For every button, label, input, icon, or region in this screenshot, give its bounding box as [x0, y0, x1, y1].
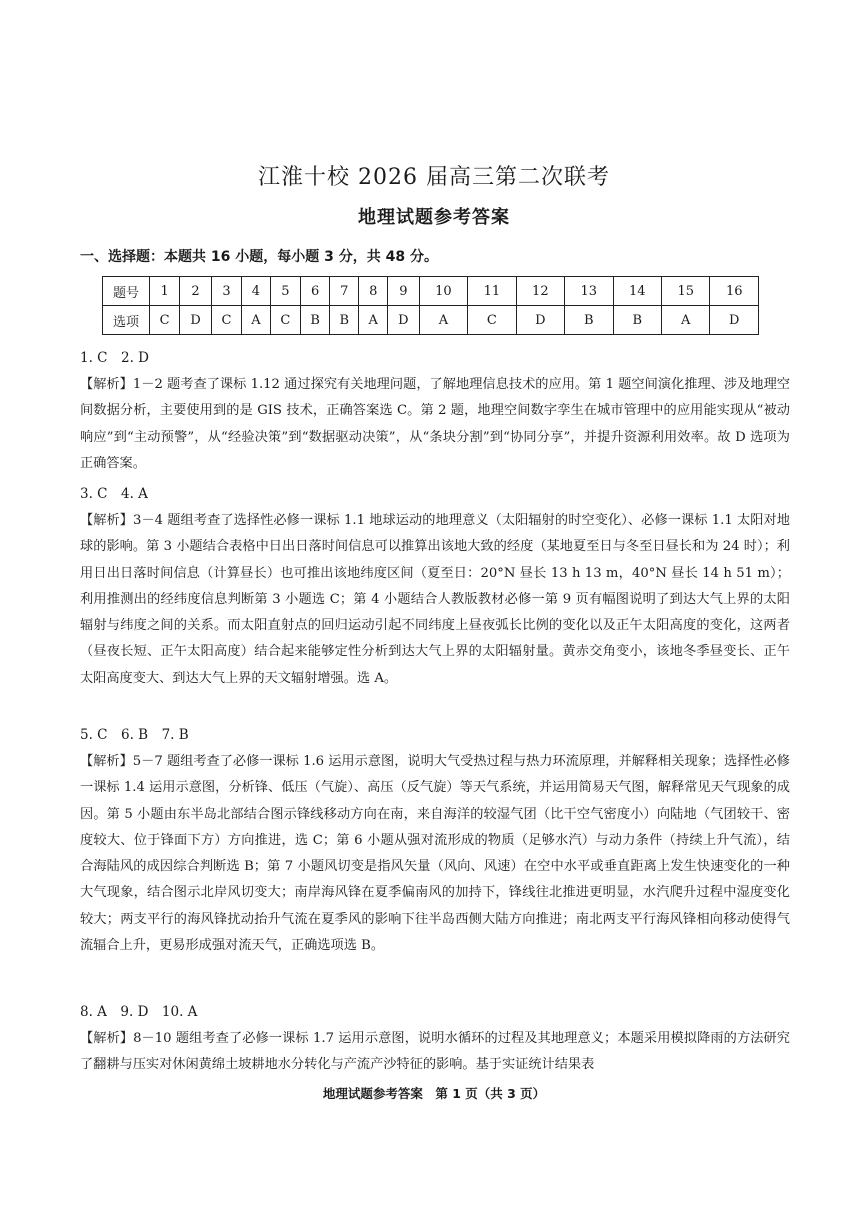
analysis-3-4: 【解析】3－4 题组考查了选择性必修一课标 1.1 地球运动的地理意义（太阳辐射的时空变化）、必修一课标 1.1 太阳对地球的影响。第 3 小题结合表格中日出日落时间信息可以推算出该地大致的经度（某地夏至日与冬至日昼长和为 24 时）；利用日出日落时间信息（计算昼长）也可推出该地纬度区间（夏至日：20°N 昼长 13 h 13 m，40°N 昼长 14 h 51 m）；利用推测出的经纬度信息判断第 3 小题选 C；第 4 小题结合人教版教材必修一第 9 页有幅图说明了到达大气上界的太阳辐射与纬度之间的关系。而太阳直射点的回归运动引起不同纬度上昼夜弧长比例的变化以及正午太阳高度的变化，这两者（昼夜长短、正午太阳高度）结合起来能够定性分析到达大气上界的太阳辐射量。黄赤交角变小，该地冬季昼变长、正午太阳高度变大、到达大气上界的天文辐射增强。选 A。 — [80, 513, 790, 686]
option-cell: C — [468, 306, 516, 335]
number-cell: 10 — [419, 277, 467, 306]
answer-group-3-4: 3. C 4. A — [80, 486, 148, 502]
answer-group-5-7: 5. C 6. B 7. B — [80, 727, 189, 743]
number-cell: 5 — [270, 277, 300, 306]
analysis-8-10: 【解析】8－10 题组考查了必修一课标 1.7 运用示意图，说明水循环的过程及其地理意义；本题采用模拟降雨的方法研究了翻耕与压实对休闲黄绵土坡耕地水分转化与产流产沙特征的影响。基于实证统计结果表 — [80, 1031, 790, 1073]
option-cell: D — [388, 306, 420, 335]
answer-group-1-2: 1. C 2. D — [80, 350, 149, 366]
answer-table-option-row — [103, 306, 759, 335]
section-heading: 一、选择题：本题共 16 小题，每小题 3 分，共 48 分。 — [80, 249, 438, 265]
number-cell: 15 — [662, 277, 710, 306]
answer-table-number-row — [103, 277, 759, 306]
row-label-number: 题号 — [103, 277, 150, 306]
option-cell: D — [516, 306, 564, 335]
option-cell: A — [419, 306, 467, 335]
option-cell: C — [270, 306, 300, 335]
option-cell: B — [613, 306, 661, 335]
option-cell: C — [211, 306, 241, 335]
number-cell: 3 — [211, 277, 241, 306]
option-cell: A — [662, 306, 710, 335]
option-cell: C — [150, 306, 180, 335]
option-cell: B — [565, 306, 613, 335]
number-cell: 7 — [330, 277, 359, 306]
number-cell: 13 — [565, 277, 613, 306]
number-cell: 8 — [359, 277, 388, 306]
number-cell: 1 — [150, 277, 180, 306]
option-cell: D — [180, 306, 212, 335]
number-cell: 6 — [301, 277, 330, 306]
number-cell: 9 — [388, 277, 420, 306]
answer-group-8-10: 8. A 9. D 10. A — [80, 1004, 198, 1020]
number-cell: 2 — [180, 277, 212, 306]
option-cell: A — [359, 306, 388, 335]
page-footer: 地理试题参考答案 第 1 页（共 3 页） — [322, 1086, 546, 1101]
analysis-5-7: 【解析】5－7 题组考查了必修一课标 1.6 运用示意图，说明大气受热过程与热力环流原理，并解释相关现象；选择性必修一课标 1.4 运用示意图，分析锋、低压（气旋）、高压（反气旋）等天气系统，并运用简易天气图，解释常见天气现象的成因。第 5 小题由东半岛北部结合图示锋线移动方向在南，来自海洋的较湿气团（比干空气密度小）向陆地（气团较干、密度较大、位于锋面下方）方向推进，选 C；第 6 小题从强对流形成的物质（足够水汽）与动力条件（持续上升气流），结合海陆风的成因综合判断选 B；第 7 小题风切变是指风矢量（风向、风速）在空中水平或垂直距离上发生快速变化的一种大气现象，结合图示北岸风切变大；南岸海风锋在夏季偏南风的加持下，锋线往北推进更明显，水汽爬升过程中湿度变化较大；两支平行的海风锋扰动抬升气流在夏季风的影响下往半岛西侧大陆方向推进；南北两支平行海风锋相向移动使得气流辐合上升，更易形成强对流天气，正确选项选 B。 — [80, 754, 790, 954]
number-cell: 11 — [468, 277, 516, 306]
option-cell: B — [330, 306, 359, 335]
number-cell: 14 — [613, 277, 661, 306]
page-subtitle: 地理试题参考答案 — [358, 207, 510, 228]
number-cell: 4 — [242, 277, 271, 306]
option-cell: D — [710, 306, 759, 335]
answer-table — [102, 276, 759, 335]
number-cell: 16 — [710, 277, 759, 306]
number-cell: 12 — [516, 277, 564, 306]
option-cell: B — [301, 306, 330, 335]
option-cell: A — [242, 306, 271, 335]
row-label-option: 选项 — [103, 306, 150, 335]
analysis-1-2: 【解析】1－2 题考查了课标 1.12 通过探究有关地理问题，了解地理信息技术的应用。第 1 题空间演化推理、涉及地理空间数据分析，主要使用到的是 GIS 技术，正确答案选 C。第 2 题，地理空间数字孪生在城市管理中的应用能实现从“被动响应”到“主动预警”，从“经验决策”到“数据驱动决策”，从“条块分割”到“协同分享”，并提升资源利用效率。故 D 选项为正确答案。 — [80, 377, 790, 471]
page-title: 江淮十校 2026 届高三第二次联考 — [258, 165, 610, 190]
